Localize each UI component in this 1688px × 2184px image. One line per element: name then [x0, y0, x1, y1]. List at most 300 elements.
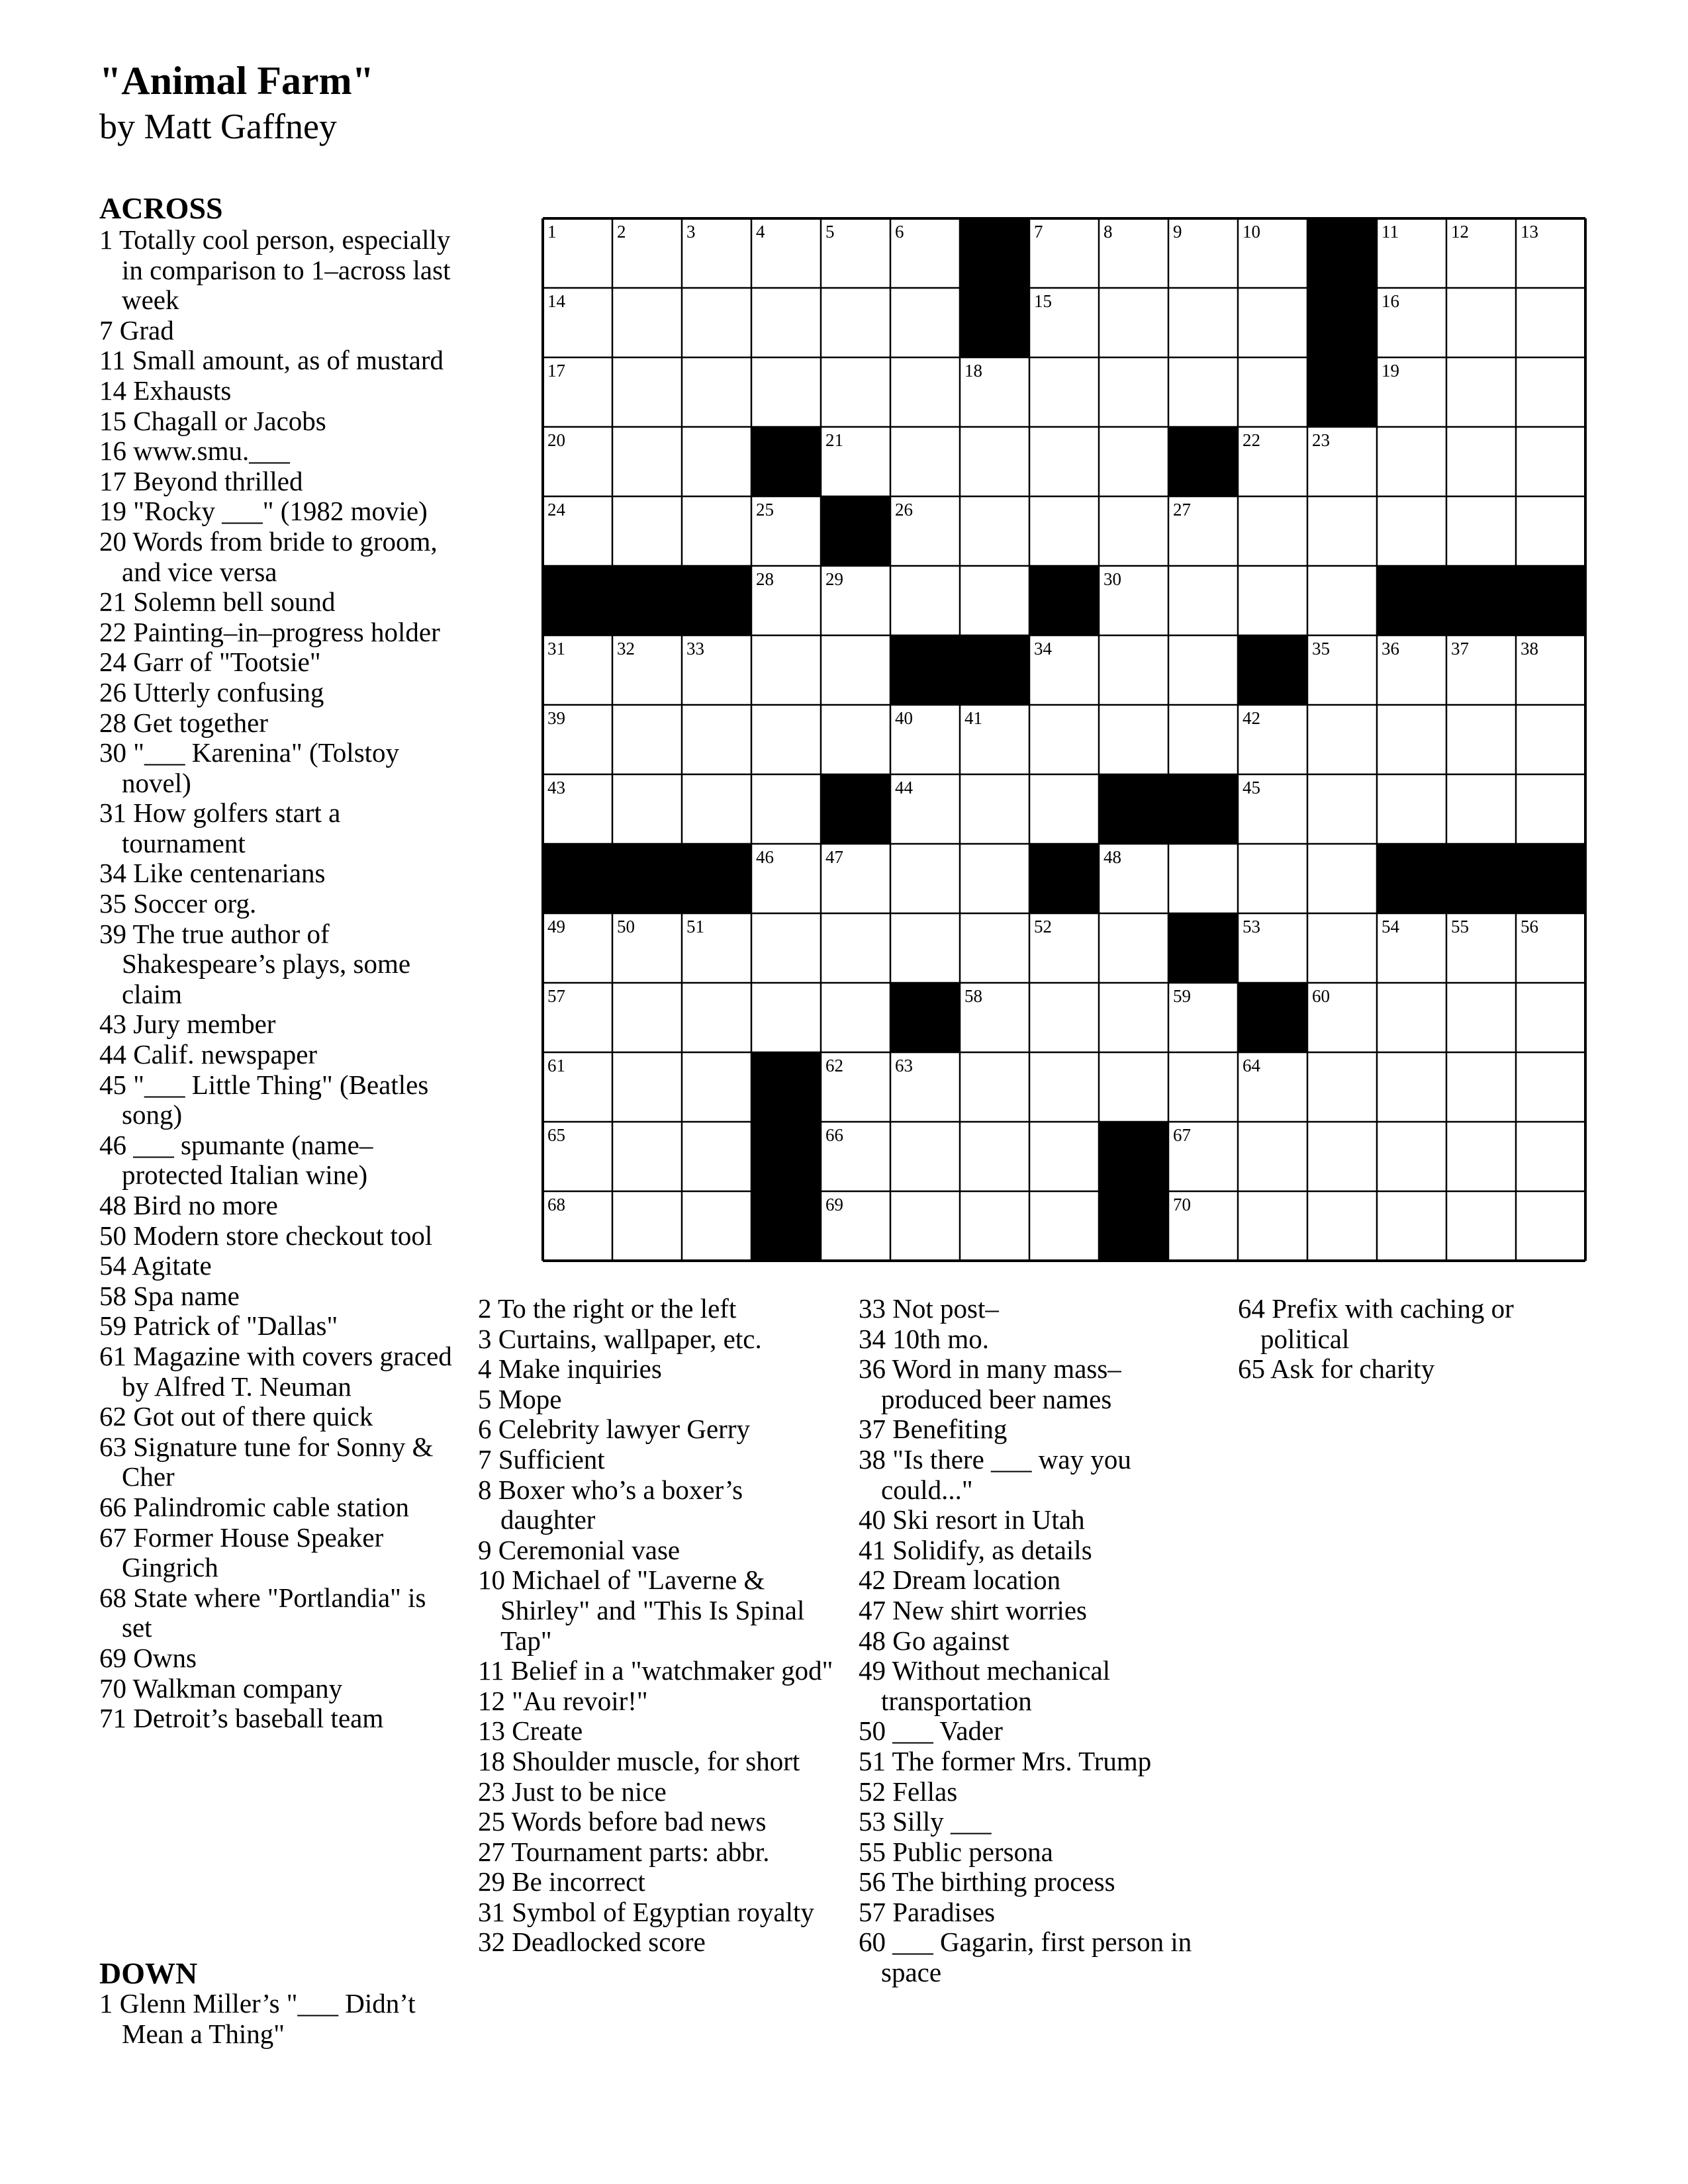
grid-cell[interactable]	[1238, 566, 1307, 635]
black-square	[1446, 844, 1516, 913]
grid-cell[interactable]	[612, 427, 682, 496]
grid-cell[interactable]	[1446, 496, 1516, 566]
grid-cell[interactable]	[1099, 635, 1168, 705]
grid-cell[interactable]	[960, 496, 1029, 566]
grid-cell[interactable]	[1099, 913, 1168, 983]
down-clue-32[interactable]: 32 Deadlocked score	[478, 1927, 706, 1958]
grid-cell[interactable]	[1029, 1052, 1099, 1122]
black-square	[1307, 218, 1377, 288]
cell-number: 66	[825, 1125, 843, 1145]
cell-number: 56	[1521, 917, 1538, 936]
grid-cell[interactable]	[960, 1122, 1029, 1191]
grid-cell[interactable]	[960, 774, 1029, 844]
cell-number: 67	[1173, 1125, 1191, 1145]
grid-cell[interactable]	[890, 844, 960, 913]
cell-number: 52	[1034, 917, 1052, 936]
grid-cell[interactable]	[682, 1191, 751, 1261]
grid-cell[interactable]	[1446, 774, 1516, 844]
down-clue-56[interactable]: 56 The birthing process	[859, 1866, 1115, 1897]
grid-cell[interactable]	[890, 566, 960, 635]
grid-cell[interactable]	[890, 357, 960, 427]
grid-cell[interactable]	[1307, 1191, 1377, 1261]
cell-number: 57	[547, 986, 565, 1006]
black-square	[1238, 983, 1307, 1052]
grid-cell[interactable]	[1446, 983, 1516, 1052]
across-clue-7[interactable]: 7 Grad	[99, 314, 174, 345]
grid-cell[interactable]	[1377, 496, 1446, 566]
grid-cell[interactable]	[821, 635, 890, 705]
grid-cell[interactable]	[682, 983, 751, 1052]
grid-cell[interactable]	[1516, 1122, 1585, 1191]
down-heading: DOWN	[99, 1956, 198, 1990]
across-clue-70[interactable]: 70 Walkman company	[99, 1672, 343, 1704]
cell-number: 5	[825, 222, 835, 242]
down-clue-65[interactable]: 65 Ask for charity	[1238, 1353, 1435, 1385]
grid-cell[interactable]	[1516, 288, 1585, 357]
down-clue-18[interactable]: 18 Shoulder muscle, for short	[478, 1745, 800, 1776]
down-clue-40[interactable]: 40 Ski resort in Utah	[859, 1504, 1085, 1535]
across-clue-58[interactable]: 58 Spa name	[99, 1280, 240, 1311]
grid-cell[interactable]	[751, 288, 821, 357]
down-clue-41[interactable]: 41 Solidify, as details	[859, 1534, 1092, 1565]
cell-number: 9	[1173, 222, 1182, 242]
cell-number: 8	[1103, 222, 1113, 242]
cell-number: 19	[1382, 361, 1399, 381]
across-clue-44[interactable]: 44 Calif. newspaper	[99, 1039, 318, 1070]
grid-cell[interactable]	[1099, 983, 1168, 1052]
grid-cell[interactable]	[821, 288, 890, 357]
down-clue-31[interactable]: 31 Symbol of Egyptian royalty	[478, 1896, 814, 1927]
black-square	[1168, 427, 1238, 496]
black-square	[1168, 774, 1238, 844]
grid-cell[interactable]	[1446, 705, 1516, 774]
grid-cell[interactable]	[1099, 705, 1168, 774]
cell-number: 38	[1521, 639, 1538, 659]
cell-number: 27	[1173, 500, 1191, 520]
down-clue-27[interactable]: 27 Tournament parts: abbr.	[478, 1836, 770, 1867]
cell-number: 68	[547, 1195, 565, 1214]
grid-cell[interactable]	[1168, 288, 1238, 357]
across-clue-43[interactable]: 43 Jury member	[99, 1009, 276, 1040]
black-square	[1099, 1122, 1168, 1191]
cell-number: 32	[617, 639, 635, 659]
across-clue-39[interactable]: 39 The true author of Shakespeare’s plays, some claim	[99, 918, 411, 1009]
down-clue-38[interactable]: 38 "Is there ___ way you could..."	[859, 1443, 1131, 1505]
black-square	[960, 635, 1029, 705]
across-clue-67[interactable]: 67 Former House Speaker Gingrich	[99, 1522, 384, 1583]
grid-cell[interactable]	[890, 1122, 960, 1191]
cell-number: 12	[1451, 222, 1469, 242]
down-clue-13[interactable]: 13 Create	[478, 1715, 583, 1747]
cell-number: 58	[964, 986, 982, 1006]
across-clue-50[interactable]: 50 Modern store checkout tool	[99, 1220, 433, 1251]
down-clue-36[interactable]: 36 Word in many mass–produced beer names	[859, 1353, 1121, 1414]
grid-cell[interactable]	[1029, 427, 1099, 496]
black-square	[1238, 635, 1307, 705]
down-clue-8[interactable]: 8 Boxer who’s a boxer’s daughter	[478, 1474, 743, 1535]
black-square	[543, 566, 612, 635]
cell-number: 15	[1034, 291, 1052, 311]
cell-number: 35	[1312, 639, 1330, 659]
across-clue-71[interactable]: 71 Detroit’s baseball team	[99, 1703, 384, 1734]
across-clue-45[interactable]: 45 "___ Little Thing" (Beatles song)	[99, 1069, 429, 1130]
cell-number: 65	[547, 1125, 565, 1145]
across-clue-68[interactable]: 68 State where "Portlandia" is set	[99, 1582, 426, 1643]
cell-number: 41	[964, 708, 982, 728]
grid-cell[interactable]	[1307, 705, 1377, 774]
across-clue-69[interactable]: 69 Owns	[99, 1642, 197, 1673]
cell-number: 39	[547, 708, 565, 728]
grid-cell[interactable]	[751, 774, 821, 844]
grid-cell[interactable]	[1099, 1052, 1168, 1122]
grid-cell[interactable]	[960, 913, 1029, 983]
cell-number: 48	[1103, 847, 1121, 867]
grid-cell[interactable]	[612, 1122, 682, 1191]
grid-cell[interactable]	[682, 1122, 751, 1191]
grid-cell[interactable]	[890, 1191, 960, 1261]
grid-cell[interactable]	[1377, 1052, 1446, 1122]
across-clue-28[interactable]: 28 Get together	[99, 707, 269, 738]
down-clue-37[interactable]: 37 Benefiting	[859, 1414, 1008, 1445]
down-clue-53[interactable]: 53 Silly ___	[859, 1806, 992, 1837]
grid-cell[interactable]	[960, 566, 1029, 635]
across-clue-22[interactable]: 22 Painting–in–progress holder	[99, 616, 440, 647]
across-clue-26[interactable]: 26 Utterly confusing	[99, 676, 324, 707]
grid-cell[interactable]	[1238, 1122, 1307, 1191]
down-clue-60[interactable]: 60 ___ Gagarin, first person in space	[859, 1927, 1192, 1988]
cell-number: 60	[1312, 986, 1330, 1006]
cell-number: 46	[756, 847, 774, 867]
black-square	[1307, 288, 1377, 357]
puzzle-byline: by Matt Gaffney	[99, 107, 337, 146]
grid-cell[interactable]	[960, 844, 1029, 913]
black-square	[960, 288, 1029, 357]
grid-cell[interactable]	[1377, 1191, 1446, 1261]
black-square	[890, 983, 960, 1052]
grid-cell[interactable]	[1377, 983, 1446, 1052]
cell-number: 70	[1173, 1195, 1191, 1214]
down-clue-7[interactable]: 7 Sufficient	[478, 1443, 605, 1475]
cell-number: 33	[686, 639, 704, 659]
across-heading: ACROSS	[99, 191, 223, 225]
grid-cell[interactable]	[1446, 357, 1516, 427]
cell-number: 42	[1243, 708, 1260, 728]
cell-number: 7	[1034, 222, 1043, 242]
across-clue-54[interactable]: 54 Agitate	[99, 1250, 212, 1281]
grid-cell[interactable]	[751, 357, 821, 427]
cell-number: 29	[825, 569, 843, 589]
grid-cell[interactable]	[1168, 844, 1238, 913]
grid-cell[interactable]	[1029, 496, 1099, 566]
grid-cell[interactable]	[1099, 496, 1168, 566]
grid-cell[interactable]	[751, 913, 821, 983]
across-clue-63[interactable]: 63 Signature tune for Sonny & Cher	[99, 1431, 434, 1492]
grid-cell[interactable]	[890, 288, 960, 357]
grid-cell[interactable]	[1238, 357, 1307, 427]
cell-number: 23	[1312, 430, 1330, 450]
black-square	[682, 566, 751, 635]
grid-cell[interactable]	[1446, 427, 1516, 496]
down-clue-57[interactable]: 57 Paradises	[859, 1896, 996, 1927]
across-clue-61[interactable]: 61 Magazine with covers graced by Alfred T. Neuman	[99, 1340, 452, 1402]
down-clue-4[interactable]: 4 Make inquiries	[478, 1353, 662, 1385]
grid-cell[interactable]	[1377, 427, 1446, 496]
cell-number: 18	[964, 361, 982, 381]
grid-cell[interactable]	[1377, 705, 1446, 774]
across-clue-21[interactable]: 21 Solemn bell sound	[99, 586, 336, 617]
down-clue-23[interactable]: 23 Just to be nice	[478, 1776, 667, 1807]
cell-number: 45	[1243, 778, 1260, 797]
grid-cell[interactable]	[821, 357, 890, 427]
grid-cell[interactable]	[1446, 288, 1516, 357]
grid-cell[interactable]	[612, 705, 682, 774]
grid-cell[interactable]	[1307, 913, 1377, 983]
grid-cell[interactable]	[1307, 1052, 1377, 1122]
across-clue-20[interactable]: 20 Words from bride to groom, and vice versa	[99, 525, 438, 587]
across-clue-59[interactable]: 59 Patrick of "Dallas"	[99, 1310, 338, 1342]
grid-cell[interactable]	[1168, 566, 1238, 635]
black-square	[1099, 774, 1168, 844]
across-clue-48[interactable]: 48 Bird no more	[99, 1190, 278, 1220]
grid-cell[interactable]	[890, 427, 960, 496]
grid-cell[interactable]	[1377, 1122, 1446, 1191]
black-square	[751, 1191, 821, 1261]
down-clue-25[interactable]: 25 Words before bad news	[478, 1806, 767, 1837]
across-clue-17[interactable]: 17 Beyond thrilled	[99, 465, 303, 496]
across-clue-24[interactable]: 24 Garr of "Tootsie"	[99, 647, 321, 678]
black-square	[821, 774, 890, 844]
down-clue-64[interactable]: 64 Prefix with caching or political	[1238, 1293, 1514, 1354]
down-clue-11[interactable]: 11 Belief in a "watchmaker god"	[478, 1655, 833, 1686]
down-clue-49[interactable]: 49 Without mechanical transportation	[859, 1655, 1111, 1716]
cell-number: 51	[686, 917, 704, 936]
black-square	[960, 218, 1029, 288]
cell-number: 37	[1451, 639, 1469, 659]
black-square	[1029, 844, 1099, 913]
grid-cell[interactable]	[1516, 1052, 1585, 1122]
grid-cell[interactable]	[960, 1052, 1029, 1122]
down-clue-6[interactable]: 6 Celebrity lawyer Gerry	[478, 1414, 750, 1445]
grid-cell[interactable]	[1516, 774, 1585, 844]
cell-number: 11	[1382, 222, 1399, 242]
grid-cell[interactable]	[1029, 1122, 1099, 1191]
grid-cell[interactable]	[1516, 496, 1585, 566]
across-clue-1[interactable]: 1 Totally cool person, especially in comparison to 1–across last week	[99, 224, 451, 316]
down-clue-55[interactable]: 55 Public persona	[859, 1836, 1053, 1867]
grid-cell[interactable]	[682, 496, 751, 566]
grid-cell[interactable]	[612, 774, 682, 844]
cell-number: 4	[756, 222, 765, 242]
grid-cell[interactable]	[751, 705, 821, 774]
cell-number: 62	[825, 1056, 843, 1075]
grid-cell[interactable]	[612, 357, 682, 427]
across-clue-46[interactable]: 46 ___ spumante (name–protected Italian wine)	[99, 1129, 373, 1191]
across-clue-15[interactable]: 15 Chagall or Jacobs	[99, 405, 326, 436]
grid-cell[interactable]	[1516, 705, 1585, 774]
grid-cell[interactable]	[751, 983, 821, 1052]
cell-number: 14	[547, 291, 565, 311]
down-clue-52[interactable]: 52 Fellas	[859, 1776, 958, 1807]
cell-number: 25	[756, 500, 774, 520]
black-square	[890, 635, 960, 705]
grid-cell[interactable]	[1238, 288, 1307, 357]
grid-cell[interactable]	[751, 635, 821, 705]
grid-cell[interactable]	[1307, 566, 1377, 635]
down-clue-34[interactable]: 34 10th mo.	[859, 1323, 990, 1354]
cell-number: 2	[617, 222, 626, 242]
grid-cell[interactable]	[1446, 1191, 1516, 1261]
cell-number: 43	[547, 778, 565, 797]
down-clue-42[interactable]: 42 Dream location	[859, 1565, 1061, 1596]
grid-cell[interactable]	[612, 1052, 682, 1122]
grid-cell[interactable]	[821, 983, 890, 1052]
down-clue-48[interactable]: 48 Go against	[859, 1625, 1009, 1656]
black-square	[612, 566, 682, 635]
black-square	[751, 427, 821, 496]
grid-cell[interactable]	[1029, 357, 1099, 427]
grid-cell[interactable]	[1029, 705, 1099, 774]
grid-cell[interactable]	[960, 427, 1029, 496]
black-square	[1099, 1191, 1168, 1261]
grid-cell[interactable]	[821, 913, 890, 983]
down-clue-12[interactable]: 12 "Au revoir!"	[478, 1685, 648, 1716]
black-square	[1516, 566, 1585, 635]
grid-cell[interactable]	[1516, 357, 1585, 427]
cell-number: 24	[547, 500, 565, 520]
puzzle-title: "Animal Farm"	[99, 59, 374, 103]
down-clue-50[interactable]: 50 ___ Vader	[859, 1715, 1003, 1747]
grid-cell[interactable]	[1238, 496, 1307, 566]
down-clue-29[interactable]: 29 Be incorrect	[478, 1866, 645, 1897]
grid-cell[interactable]	[1168, 357, 1238, 427]
black-square	[751, 1122, 821, 1191]
down-clue-10[interactable]: 10 Michael of "Laverne & Shirley" and "This Is Spinal Tap"	[478, 1565, 805, 1656]
black-square	[1516, 844, 1585, 913]
grid-cell[interactable]	[612, 288, 682, 357]
cell-number: 22	[1243, 430, 1260, 450]
across-clue-34[interactable]: 34 Like centenarians	[99, 858, 326, 889]
grid-cell[interactable]	[682, 357, 751, 427]
down-clue-33[interactable]: 33 Not post–	[859, 1293, 999, 1324]
cell-number: 64	[1243, 1056, 1260, 1075]
cell-number: 31	[547, 639, 565, 659]
cell-number: 53	[1243, 917, 1260, 936]
across-clue-31[interactable]: 31 How golfers start a tournament	[99, 797, 341, 858]
cell-number: 69	[825, 1195, 843, 1214]
cell-number: 1	[547, 222, 557, 242]
grid-cell[interactable]	[1516, 983, 1585, 1052]
down-clue-51[interactable]: 51 The former Mrs. Trump	[859, 1745, 1152, 1776]
across-clue-30[interactable]: 30 "___ Karenina" (Tolstoy novel)	[99, 737, 400, 798]
black-square	[1307, 357, 1377, 427]
across-clue-66[interactable]: 66 Palindromic cable station	[99, 1491, 409, 1522]
cell-number: 40	[895, 708, 913, 728]
black-square	[1377, 566, 1446, 635]
grid-cell[interactable]	[682, 774, 751, 844]
grid-cell[interactable]	[612, 1191, 682, 1261]
grid-cell[interactable]	[960, 1191, 1029, 1261]
grid-cell[interactable]	[1099, 427, 1168, 496]
down-clue-9[interactable]: 9 Ceremonial vase	[478, 1534, 680, 1565]
across-clue-62[interactable]: 62 Got out of there quick	[99, 1401, 373, 1432]
across-clue-19[interactable]: 19 "Rocky ___" (1982 movie)	[99, 496, 428, 527]
cell-number: 63	[895, 1056, 913, 1075]
black-square	[1377, 844, 1446, 913]
cell-number: 13	[1521, 222, 1538, 242]
black-square	[543, 844, 612, 913]
black-square	[682, 844, 751, 913]
cell-number: 30	[1103, 569, 1121, 589]
grid-cell[interactable]	[1168, 635, 1238, 705]
grid-cell[interactable]	[1168, 1052, 1238, 1122]
down-clue-3[interactable]: 3 Curtains, wallpaper, etc.	[478, 1323, 762, 1354]
grid-cell[interactable]	[1307, 1122, 1377, 1191]
cell-number: 3	[686, 222, 696, 242]
cell-number: 26	[895, 500, 913, 520]
across-clue-16[interactable]: 16 www.smu.___	[99, 435, 290, 467]
grid-cell[interactable]	[821, 705, 890, 774]
cell-number: 6	[895, 222, 904, 242]
cell-number: 54	[1382, 917, 1399, 936]
grid-cell[interactable]	[1238, 1191, 1307, 1261]
cell-number: 21	[825, 430, 843, 450]
cell-number: 44	[895, 778, 913, 797]
grid-cell[interactable]	[1516, 1191, 1585, 1261]
grid-cell[interactable]	[682, 427, 751, 496]
cell-number: 50	[617, 917, 635, 936]
grid-cell[interactable]	[1446, 1122, 1516, 1191]
grid-cell[interactable]	[1307, 496, 1377, 566]
grid-cell[interactable]	[1307, 844, 1377, 913]
cell-number: 28	[756, 569, 774, 589]
grid-cell[interactable]	[1029, 1191, 1099, 1261]
cell-number: 55	[1451, 917, 1469, 936]
grid-cell[interactable]	[682, 1052, 751, 1122]
grid-cell[interactable]	[1377, 774, 1446, 844]
cell-number: 16	[1382, 291, 1399, 311]
grid-cell[interactable]	[612, 983, 682, 1052]
down-clue-5[interactable]: 5 Mope	[478, 1383, 562, 1414]
black-square	[1446, 566, 1516, 635]
across-clue-35[interactable]: 35 Soccer org.	[99, 888, 257, 919]
black-square	[612, 844, 682, 913]
down-clue-47[interactable]: 47 New shirt worries	[859, 1594, 1088, 1625]
across-clue-11[interactable]: 11 Small amount, as of mustard	[99, 345, 444, 376]
cell-number: 17	[547, 361, 565, 381]
grid-cell[interactable]	[1307, 774, 1377, 844]
grid-cell[interactable]	[1238, 844, 1307, 913]
grid-cell[interactable]	[1516, 427, 1585, 496]
grid-cell[interactable]	[612, 496, 682, 566]
black-square	[1168, 913, 1238, 983]
grid-cell[interactable]	[1168, 705, 1238, 774]
cell-number: 61	[547, 1056, 565, 1075]
down-clue-1[interactable]: 1 Glenn Miller’s "___ Didn’t Mean a Thing"	[99, 1988, 416, 2049]
grid-cell[interactable]	[1029, 983, 1099, 1052]
grid-cell[interactable]	[890, 913, 960, 983]
grid-cell[interactable]	[1029, 774, 1099, 844]
grid-cell[interactable]	[1446, 1052, 1516, 1122]
grid-cell[interactable]	[682, 705, 751, 774]
down-clue-2[interactable]: 2 To the right or the left	[478, 1293, 737, 1324]
grid-cell[interactable]	[1099, 357, 1168, 427]
grid-cell[interactable]	[682, 288, 751, 357]
cell-number: 20	[547, 430, 565, 450]
across-clue-14[interactable]: 14 Exhausts	[99, 375, 232, 406]
black-square	[751, 1052, 821, 1122]
cell-number: 34	[1034, 639, 1052, 659]
grid-cell[interactable]	[1099, 288, 1168, 357]
